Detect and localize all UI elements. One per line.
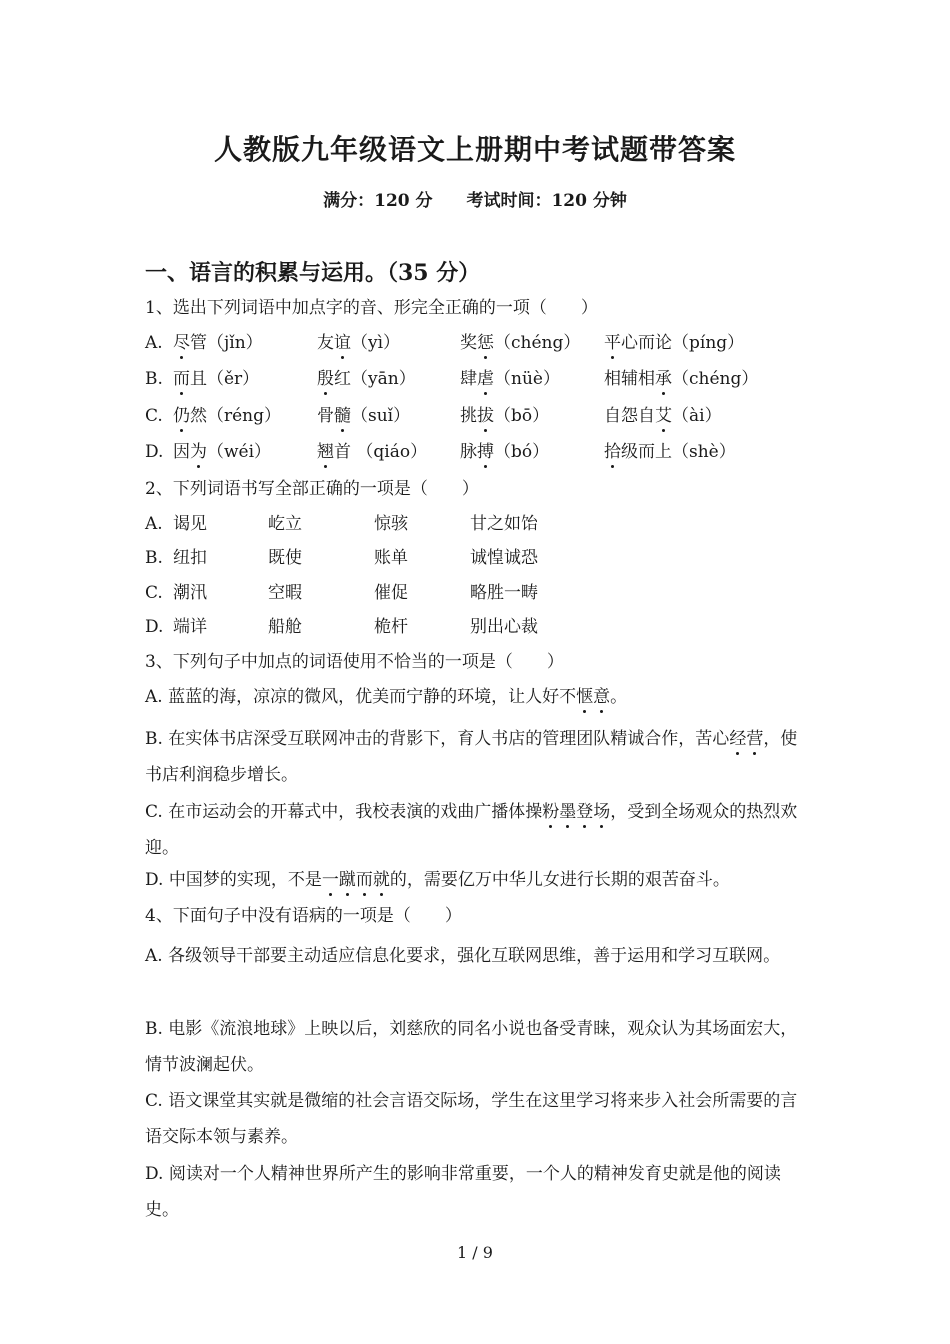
q2-option-word: 潮汛 (173, 583, 207, 603)
q2-option-word: 略胜一畴 (470, 583, 538, 603)
q2-option-word: 别出心裁 (470, 617, 538, 637)
q1-option-word: 因为（wéi） (173, 442, 272, 462)
q2-option-word: 甘之如饴 (470, 514, 538, 534)
q2-option-word: 谒见 (173, 514, 207, 534)
q1-option-word: 尽管（jǐn） (173, 333, 263, 353)
document-title: 人教版九年级语文上册期中考试题带答案 (213, 133, 736, 166)
q2-option-word: 账单 (374, 548, 408, 568)
exam-info (0, 186, 950, 211)
page-number: 1 / 9 (457, 1243, 493, 1262)
q1-option-word: 翘首 （qiáo） (317, 442, 428, 462)
q3-option-d: D. 中国梦的实现，不是一蹴而就的，需要亿万中华儿女进行长期的艰苦奋斗。 (145, 870, 730, 890)
q1-option-word: 友谊（yì） (317, 333, 401, 353)
q1-option-word: 肆虐（nüè） (460, 369, 560, 389)
q4-option-a: A. 各级领导干部要主动适应信息化要求，强化互联网思维，善于运用和学习互联网。 (145, 946, 781, 966)
q1-option-label: C. (145, 406, 163, 426)
q1-option-word: 自怨自艾（ài） (604, 406, 722, 426)
q3-stem: 3、下列句子中加点的词语使用不恰当的一项是（ ） (145, 652, 564, 672)
q1-option-word: 奖惩（chéng） (460, 333, 581, 353)
q2-option-label: C. (145, 583, 163, 603)
q1-option-word: 拾级而上（shè） (604, 442, 736, 462)
q4-stem: 4、下面句子中没有语病的一项是（ ） (145, 906, 462, 926)
q2-option-label: D. (145, 617, 164, 637)
q2-option-word: 既使 (268, 548, 302, 568)
q2-option-label: B. (145, 548, 163, 568)
q2-option-word: 惊骇 (374, 514, 408, 534)
q1-option-word: 仍然（réng） (173, 406, 282, 426)
q2-option-word: 空暇 (268, 583, 302, 603)
q3-option-a: A. 蓝蓝的海，凉凉的微风，优美而宁静的环境，让人好不惬意。 (145, 687, 628, 707)
q3-option-b: B. 在实体书店深受互联网冲击的背影下，育人书店的管理团队精诚合作，苦心经营，使书店利润稳步增长。 (145, 729, 798, 785)
q2-option-word: 催促 (374, 583, 408, 603)
q1-option-label: B. (145, 369, 163, 389)
q1-stem: 1、选出下列词语中加点字的音、形完全正确的一项（ ） (145, 298, 598, 318)
q1-option-word: 平心而论（píng） (604, 333, 745, 353)
q1-option-word: 而且（ěr） (173, 369, 260, 389)
exam-time: 考试时间：120 分钟 (466, 191, 627, 211)
q2-option-word: 纽扣 (173, 548, 207, 568)
q2-option-label: A. (145, 514, 163, 534)
q4-option-c: C. 语文课堂其实就是微缩的社会言语交际场，学生在这里学习将来步入社会所需要的言语交际本领与素养。 (145, 1091, 798, 1147)
q1-option-label: D. (145, 442, 164, 462)
q2-option-word: 屹立 (268, 514, 302, 534)
q1-option-word: 相辅相承（chéng） (604, 369, 759, 389)
q1-option-word: 殷红（yān） (317, 369, 416, 389)
section-heading: 一、语言的积累与运用。（35 分） (145, 260, 481, 286)
q4-option-b: B. 电影《流浪地球》上映以后，刘慈欣的同名小说也备受青睐，观众认为其场面宏大，情节波澜起伏。 (145, 1019, 798, 1075)
full-score: 满分：120 分 (323, 191, 433, 211)
q2-option-word: 桅杆 (374, 617, 408, 637)
q1-option-word: 挑拔（bō） (460, 406, 550, 426)
q1-option-word: 脉搏（bó） (460, 442, 550, 462)
q1-option-word: 骨髓（suǐ） (317, 406, 411, 426)
q4-option-d: D. 阅读对一个人精神世界所产生的影响非常重要，一个人的精神发育史就是他的阅读史。 (145, 1164, 781, 1220)
q1-option-label: A. (145, 333, 163, 353)
q2-stem: 2、下列词语书写全部正确的一项是（ ） (145, 479, 479, 499)
q2-option-word: 诚惶诚恐 (470, 548, 538, 568)
q2-option-word: 端详 (173, 617, 207, 637)
q3-option-c: C. 在市运动会的开幕式中，我校表演的戏曲广播体操粉墨登场，受到全场观众的热烈欢迎。 (145, 802, 798, 858)
q2-option-word: 船舱 (268, 617, 302, 637)
